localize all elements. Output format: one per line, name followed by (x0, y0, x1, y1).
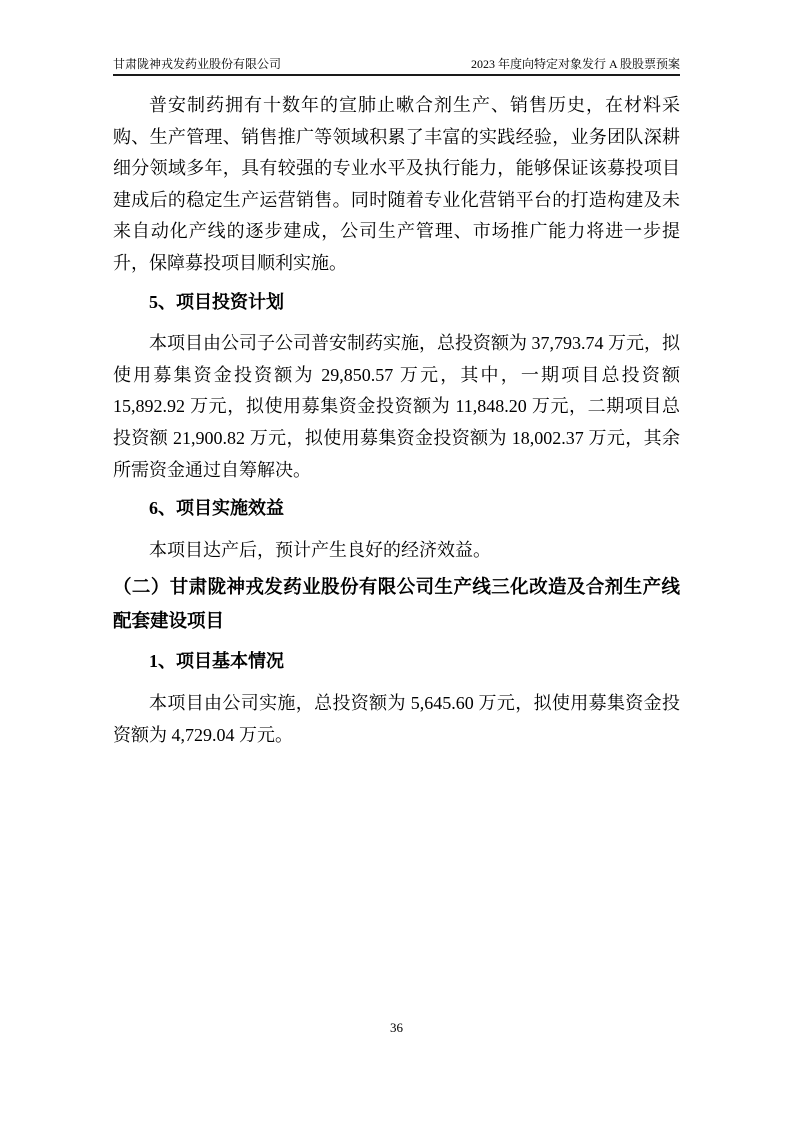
page-number: 36 (390, 1020, 403, 1035)
page-header (113, 57, 680, 76)
heading-implementation-benefit: 6、项目实施效益 (149, 498, 284, 519)
heading-investment-plan: 5、项目投资计划 (149, 291, 284, 312)
paragraph-benefit: 本项目达产后，预计产生良好的经济效益。 (149, 539, 491, 560)
paragraph-basic-info: 本项目由公司实施，总投资额为 5,645.60 万元，拟使用募集资金投资额为 4,729.04 万元。 (113, 692, 680, 745)
header-company-name: 甘肃陇神戎发药业股份有限公司 (113, 57, 282, 71)
paragraph-investment-plan: 本项目由公司子公司普安制药实施，总投资额为 37,793.74 万元，拟使用募集资金投资额为 29,850.57 万元，其中，一期项目总投资额 15,892.92 万元，拟使用募集资金投资额为 11,848.20 万元，二期项目总投资额 21,900.82 万元，拟使用募集资金投资额为 18,002.37 万元，其余所需资金通过自筹解决。 (113, 333, 680, 480)
heading-basic-info: 1、项目基本情况 (149, 651, 284, 672)
document-body (113, 90, 680, 751)
paragraph-puan-experience: 普安制药拥有十数年的宣肺止嗽合剂生产、销售历史，在材料采购、生产管理、销售推广等领域积累了丰富的实践经验，业务团队深耕细分领域多年，具有较强的专业水平及执行能力，能够保证该募投项目建成后的稳定生产运营销售。同时随着专业化营销平台的打造构建及未来自动化产线的逐步建成，公司生产管理、市场推广能力将进一步提升，保障募投项目顺利实施。 (113, 95, 680, 273)
header-doc-title: 2023 年度向特定对象发行 A 股股票预案 (470, 57, 680, 71)
page-footer (0, 1020, 793, 1036)
heading-section-2-project: （二）甘肃陇神戎发药业股份有限公司生产线三化改造及合剂生产线配套建设项目 (113, 578, 680, 633)
